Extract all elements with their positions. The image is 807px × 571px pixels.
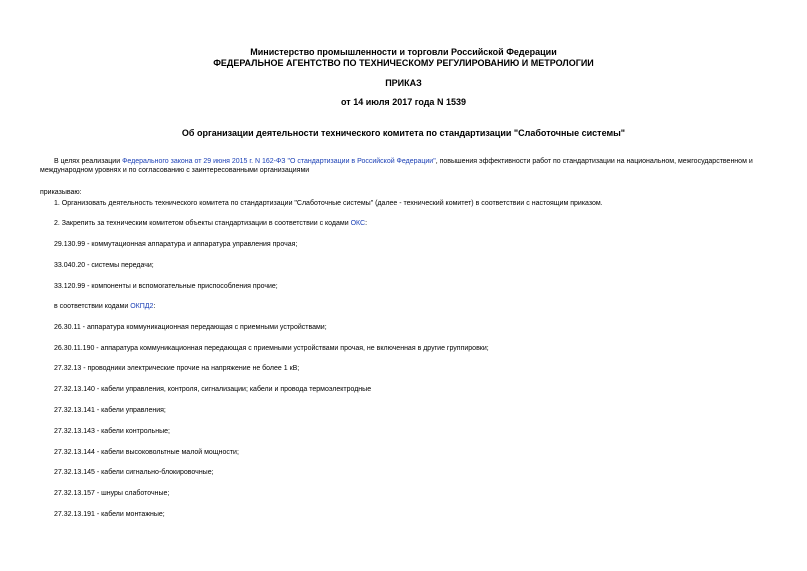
item-2-prefix: 2. Закрепить за техническим комитетом объекты стандартизации в соответствии с кодами [54,220,351,227]
okpd-code-item: 26.30.11.190 - аппаратура коммуникационная передающая с приемными устройствами прочая, не включенная в другие группировки; [54,345,489,352]
okpd-code-item: 27.32.13.191 - кабели монтажные; [54,511,165,518]
item-2-suffix: : [365,220,368,227]
document-date: от 14 июля 2017 года N 1539 [341,97,466,107]
document-type: ПРИКАЗ [385,78,422,88]
okpd-code-item: 27.32.13.145 - кабели сигнально-блокировочные; [54,469,214,476]
okpd-code-item: 27.32.13 - проводники электрические прочие на напряжение не более 1 кВ; [54,365,300,372]
okpd-link[interactable]: ОКПД2 [130,303,154,310]
okpd-prefix: в соответствии кодами [54,303,131,310]
ministry-heading: Министерство промышленности и торговли Российской Федерации [250,47,557,57]
law-link[interactable]: Федерального закона от 29 июня 2015 г. N 162-ФЗ "О стандартизации в Российской Федерации" [122,158,436,165]
intro-prefix: В целях реализации [54,158,123,165]
oks-link[interactable]: ОКС [350,220,366,227]
okpd-code-item: 27.32.13.157 - шнуры слаботочные; [54,490,170,497]
okpd-suffix: : [153,303,156,310]
oks-code-item: 33.120.99 - компоненты и вспомогательные приспособления прочие; [54,283,278,290]
oks-code-item: 33.040.20 - системы передачи; [54,262,154,269]
okpd-code-item: 27.32.13.144 - кабели высоковольтные малой мощности; [54,449,239,456]
agency-heading: ФЕДЕРАЛЬНОЕ АГЕНТСТВО ПО ТЕХНИЧЕСКОМУ РЕГУЛИРОВАНИЮ И МЕТРОЛОГИИ [213,58,594,68]
item-2 [54,219,367,228]
oks-code-item: 29.130.99 - коммутационная аппаратура и аппаратура управления прочая; [54,241,298,248]
item-1: 1. Организовать деятельность технического комитета по стандартизации "Слаботочные системы" (далее - технический комитет) в соответствии с настоящим приказом. [54,200,603,207]
okpd-intro [54,302,155,311]
order-word: приказываю: [40,189,82,196]
okpd-code-item: 26.30.11 - аппаратура коммуникационная передающая с приемными устройствами; [54,324,327,331]
okpd-code-item: 27.32.13.140 - кабели управления, контроля, сигнализации; кабели и провода термоэлектродные [54,386,372,393]
document-subject: Об организации деятельности технического комитета по стандартизации "Слаботочные системы" [181,128,626,138]
intro-paragraph [40,157,780,175]
okpd-code-item: 27.32.13.141 - кабели управления; [54,407,166,414]
intro-suffix: , повышения эффективности работ по стандартизации на национальном, межгосударственном и международном уровнях и по согласованию с заинтересованными организациями [40,158,753,174]
okpd-code-item: 27.32.13.143 - кабели контрольные; [54,428,170,435]
